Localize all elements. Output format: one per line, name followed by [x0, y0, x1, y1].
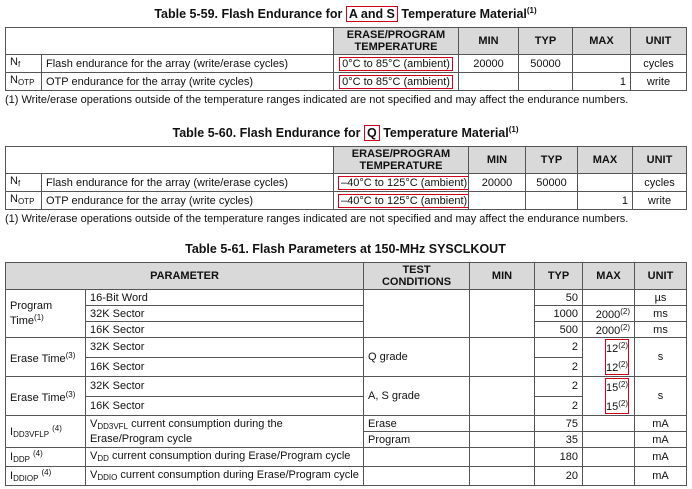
table-5-60-footnote: (1) Write/erase operations outside of the temperature ranges indicated are not specified and may affect the endurance numbers.	[5, 213, 629, 225]
idd3vflp-desc: $V_{DD3VFL}$ current consumption during the Erase/Program cycle	[86, 416, 364, 448]
header-temp: ERASE/PROGRAM TEMPERATURE	[334, 147, 469, 174]
min-cell	[469, 192, 526, 210]
max-cell	[583, 448, 635, 467]
max-cell: 1	[573, 73, 631, 91]
table-row	[6, 290, 687, 306]
typ-cell: 50	[535, 290, 583, 306]
header-desc	[42, 28, 334, 55]
sub-cell: 16K Sector	[86, 396, 364, 416]
typ-cell: 50000	[526, 174, 578, 192]
title-prefix: Table 5-60. Flash Endurance for	[172, 126, 364, 140]
max-cell	[573, 55, 631, 73]
test-cell: A, S grade	[364, 377, 470, 416]
test-cell: Q grade	[364, 338, 470, 377]
sub-cell: 16K Sector	[86, 357, 364, 377]
min-cell	[470, 377, 535, 416]
typ-cell: 2	[535, 338, 583, 358]
header-temp: ERASE/PROGRAM TEMPERATURE	[334, 28, 459, 55]
title-suffix: Temperature Material	[397, 7, 527, 21]
min-cell	[459, 73, 519, 91]
desc-cell: Flash endurance for the array (write/erase cycles)	[42, 174, 334, 192]
title-suffix: Temperature Material	[379, 126, 509, 140]
unit-cell: mA	[635, 467, 687, 486]
program-time-label: Program Time$^{(1)}$	[6, 290, 86, 338]
desc-cell: Flash endurance for the array (write/erase cycles)	[42, 55, 334, 73]
max-cell: 1	[578, 192, 633, 210]
temp-cell: 0°C to 85°C (ambient)	[334, 73, 459, 91]
test-cell	[364, 467, 470, 486]
unit-cell: ms	[635, 306, 687, 322]
table-5-61	[5, 262, 687, 486]
typ-cell: 35	[535, 432, 583, 448]
title-footnote-ref: (1)	[508, 125, 519, 134]
unit-cell: µs	[635, 290, 687, 306]
table-row	[6, 306, 687, 322]
unit-cell: cycles	[633, 174, 687, 192]
table-5-60-section	[5, 122, 686, 226]
desc-cell: OTP endurance for the array (write cycles)	[42, 73, 334, 91]
header-parameter: PARAMETER	[6, 263, 364, 290]
unit-cell: mA	[635, 448, 687, 467]
sub-cell: 16-Bit Word	[86, 290, 364, 306]
typ-cell	[519, 73, 573, 91]
desc-cell: OTP endurance for the array (write cycles)	[42, 192, 334, 210]
header-row	[6, 263, 687, 290]
table-row	[6, 416, 687, 432]
header-min: MIN	[469, 147, 526, 174]
unit-cell: ms	[635, 322, 687, 338]
table-row	[6, 467, 687, 486]
header-min: MIN	[459, 28, 519, 55]
unit-cell: mA	[635, 432, 687, 448]
erase-time-label: Erase Time$^{(3)}$	[6, 377, 86, 416]
header-max: MAX	[578, 147, 633, 174]
max-cell	[578, 174, 633, 192]
table-row	[6, 448, 687, 467]
header-row	[6, 28, 687, 55]
symbol-cell: $N_f$	[6, 55, 42, 73]
table-row	[6, 322, 687, 338]
header-typ: TYP	[535, 263, 583, 290]
title-prefix: Table 5-59. Flash Endurance for	[154, 7, 346, 21]
header-desc	[42, 147, 334, 174]
min-cell	[470, 448, 535, 467]
unit-cell: s	[635, 377, 687, 416]
max-cell	[583, 467, 635, 486]
temp-cell: –40°C to 125°C (ambient)	[334, 174, 469, 192]
typ-cell: 180	[535, 448, 583, 467]
symbol-cell: $N_f$	[6, 174, 42, 192]
iddp-desc: $V_{DD}$ current consumption during Erase/Program cycle	[86, 448, 364, 467]
typ-cell: 500	[535, 322, 583, 338]
header-max: MAX	[573, 28, 631, 55]
unit-cell: write	[633, 192, 687, 210]
unit-cell: cycles	[631, 55, 687, 73]
header-min: MIN	[470, 263, 535, 290]
table-row	[6, 55, 687, 73]
sub-cell: 32K Sector	[86, 338, 364, 358]
table-5-59-section	[5, 3, 686, 107]
min-cell: 20000	[469, 174, 526, 192]
title-footnote-ref: (1)	[526, 6, 537, 15]
sub-cell: 32K Sector	[86, 377, 364, 397]
header-typ: TYP	[519, 28, 573, 55]
typ-cell	[526, 192, 578, 210]
min-cell: 20000	[459, 55, 519, 73]
title-highlight: Q	[364, 125, 380, 141]
table-5-59-footnote: (1) Write/erase operations outside of the temperature ranges indicated are not specified and may affect the endurance numbers.	[5, 94, 629, 106]
typ-cell: 1000	[535, 306, 583, 322]
test-cell	[364, 448, 470, 467]
unit-cell: s	[635, 338, 687, 377]
unit-cell: mA	[635, 416, 687, 432]
table-5-61-title: Table 5-61. Flash Parameters at 150-MHz SYSCLKOUT	[185, 242, 506, 256]
min-cell	[470, 467, 535, 486]
max-cell: 15$^{(2)}$ 15$^{(2)}$	[583, 377, 635, 416]
header-max: MAX	[583, 263, 635, 290]
idd3vflp-symbol: $I_{DD3VFLP}$ $^{(4)}$	[6, 416, 86, 448]
test-cell	[364, 290, 470, 338]
typ-cell: 75	[535, 416, 583, 432]
header-symbol	[6, 147, 42, 174]
typ-cell: 50000	[519, 55, 573, 73]
table-row	[6, 338, 687, 358]
max-cell	[583, 290, 635, 306]
max-cell: 2000$^{(2)}$	[583, 322, 635, 338]
test-cell: Program	[364, 432, 470, 448]
table-5-60	[5, 146, 687, 210]
typ-cell: 20	[535, 467, 583, 486]
max-cell	[583, 432, 635, 448]
temp-cell: –40°C to 125°C (ambient)	[334, 192, 469, 210]
header-unit: UNIT	[631, 28, 687, 55]
table-row	[6, 377, 687, 397]
test-cell: Erase	[364, 416, 470, 432]
symbol-cell: $N_{OTP}$	[6, 192, 42, 210]
header-unit: UNIT	[635, 263, 687, 290]
table-5-59	[5, 27, 687, 91]
header-symbol	[6, 28, 42, 55]
table-row	[6, 192, 687, 210]
min-cell	[470, 338, 535, 377]
iddiop-desc: $V_{DDIO}$ current consumption during Erase/Program cycle	[86, 467, 364, 486]
max-cell	[583, 416, 635, 432]
header-row	[6, 147, 687, 174]
max-cell: 2000$^{(2)}$	[583, 306, 635, 322]
sub-cell: 32K Sector	[86, 306, 364, 322]
min-cell	[470, 432, 535, 448]
min-cell	[470, 290, 535, 338]
header-typ: TYP	[526, 147, 578, 174]
unit-cell: write	[631, 73, 687, 91]
min-cell	[470, 416, 535, 432]
max-cell: 12$^{(2)}$ 12$^{(2)}$	[583, 338, 635, 377]
sub-cell: 16K Sector	[86, 322, 364, 338]
header-unit: UNIT	[633, 147, 687, 174]
table-5-59-title	[5, 3, 686, 22]
typ-cell: 2	[535, 396, 583, 416]
iddiop-symbol: $I_{DDIOP}$ $^{(4)}$	[6, 467, 86, 486]
iddp-symbol: $I_{DDP}$ $^{(4)}$	[6, 448, 86, 467]
title-highlight: A and S	[346, 6, 398, 22]
temp-cell: 0°C to 85°C (ambient)	[334, 55, 459, 73]
typ-cell: 2	[535, 377, 583, 397]
table-5-60-title	[5, 122, 686, 141]
erase-time-label: Erase Time$^{(3)}$	[6, 338, 86, 377]
typ-cell: 2	[535, 357, 583, 377]
table-5-61-section	[5, 241, 686, 486]
table-row	[6, 174, 687, 192]
symbol-cell: $N_{OTP}$	[6, 73, 42, 91]
table-row	[6, 73, 687, 91]
header-test-conditions: TEST CONDITIONS	[364, 263, 470, 290]
